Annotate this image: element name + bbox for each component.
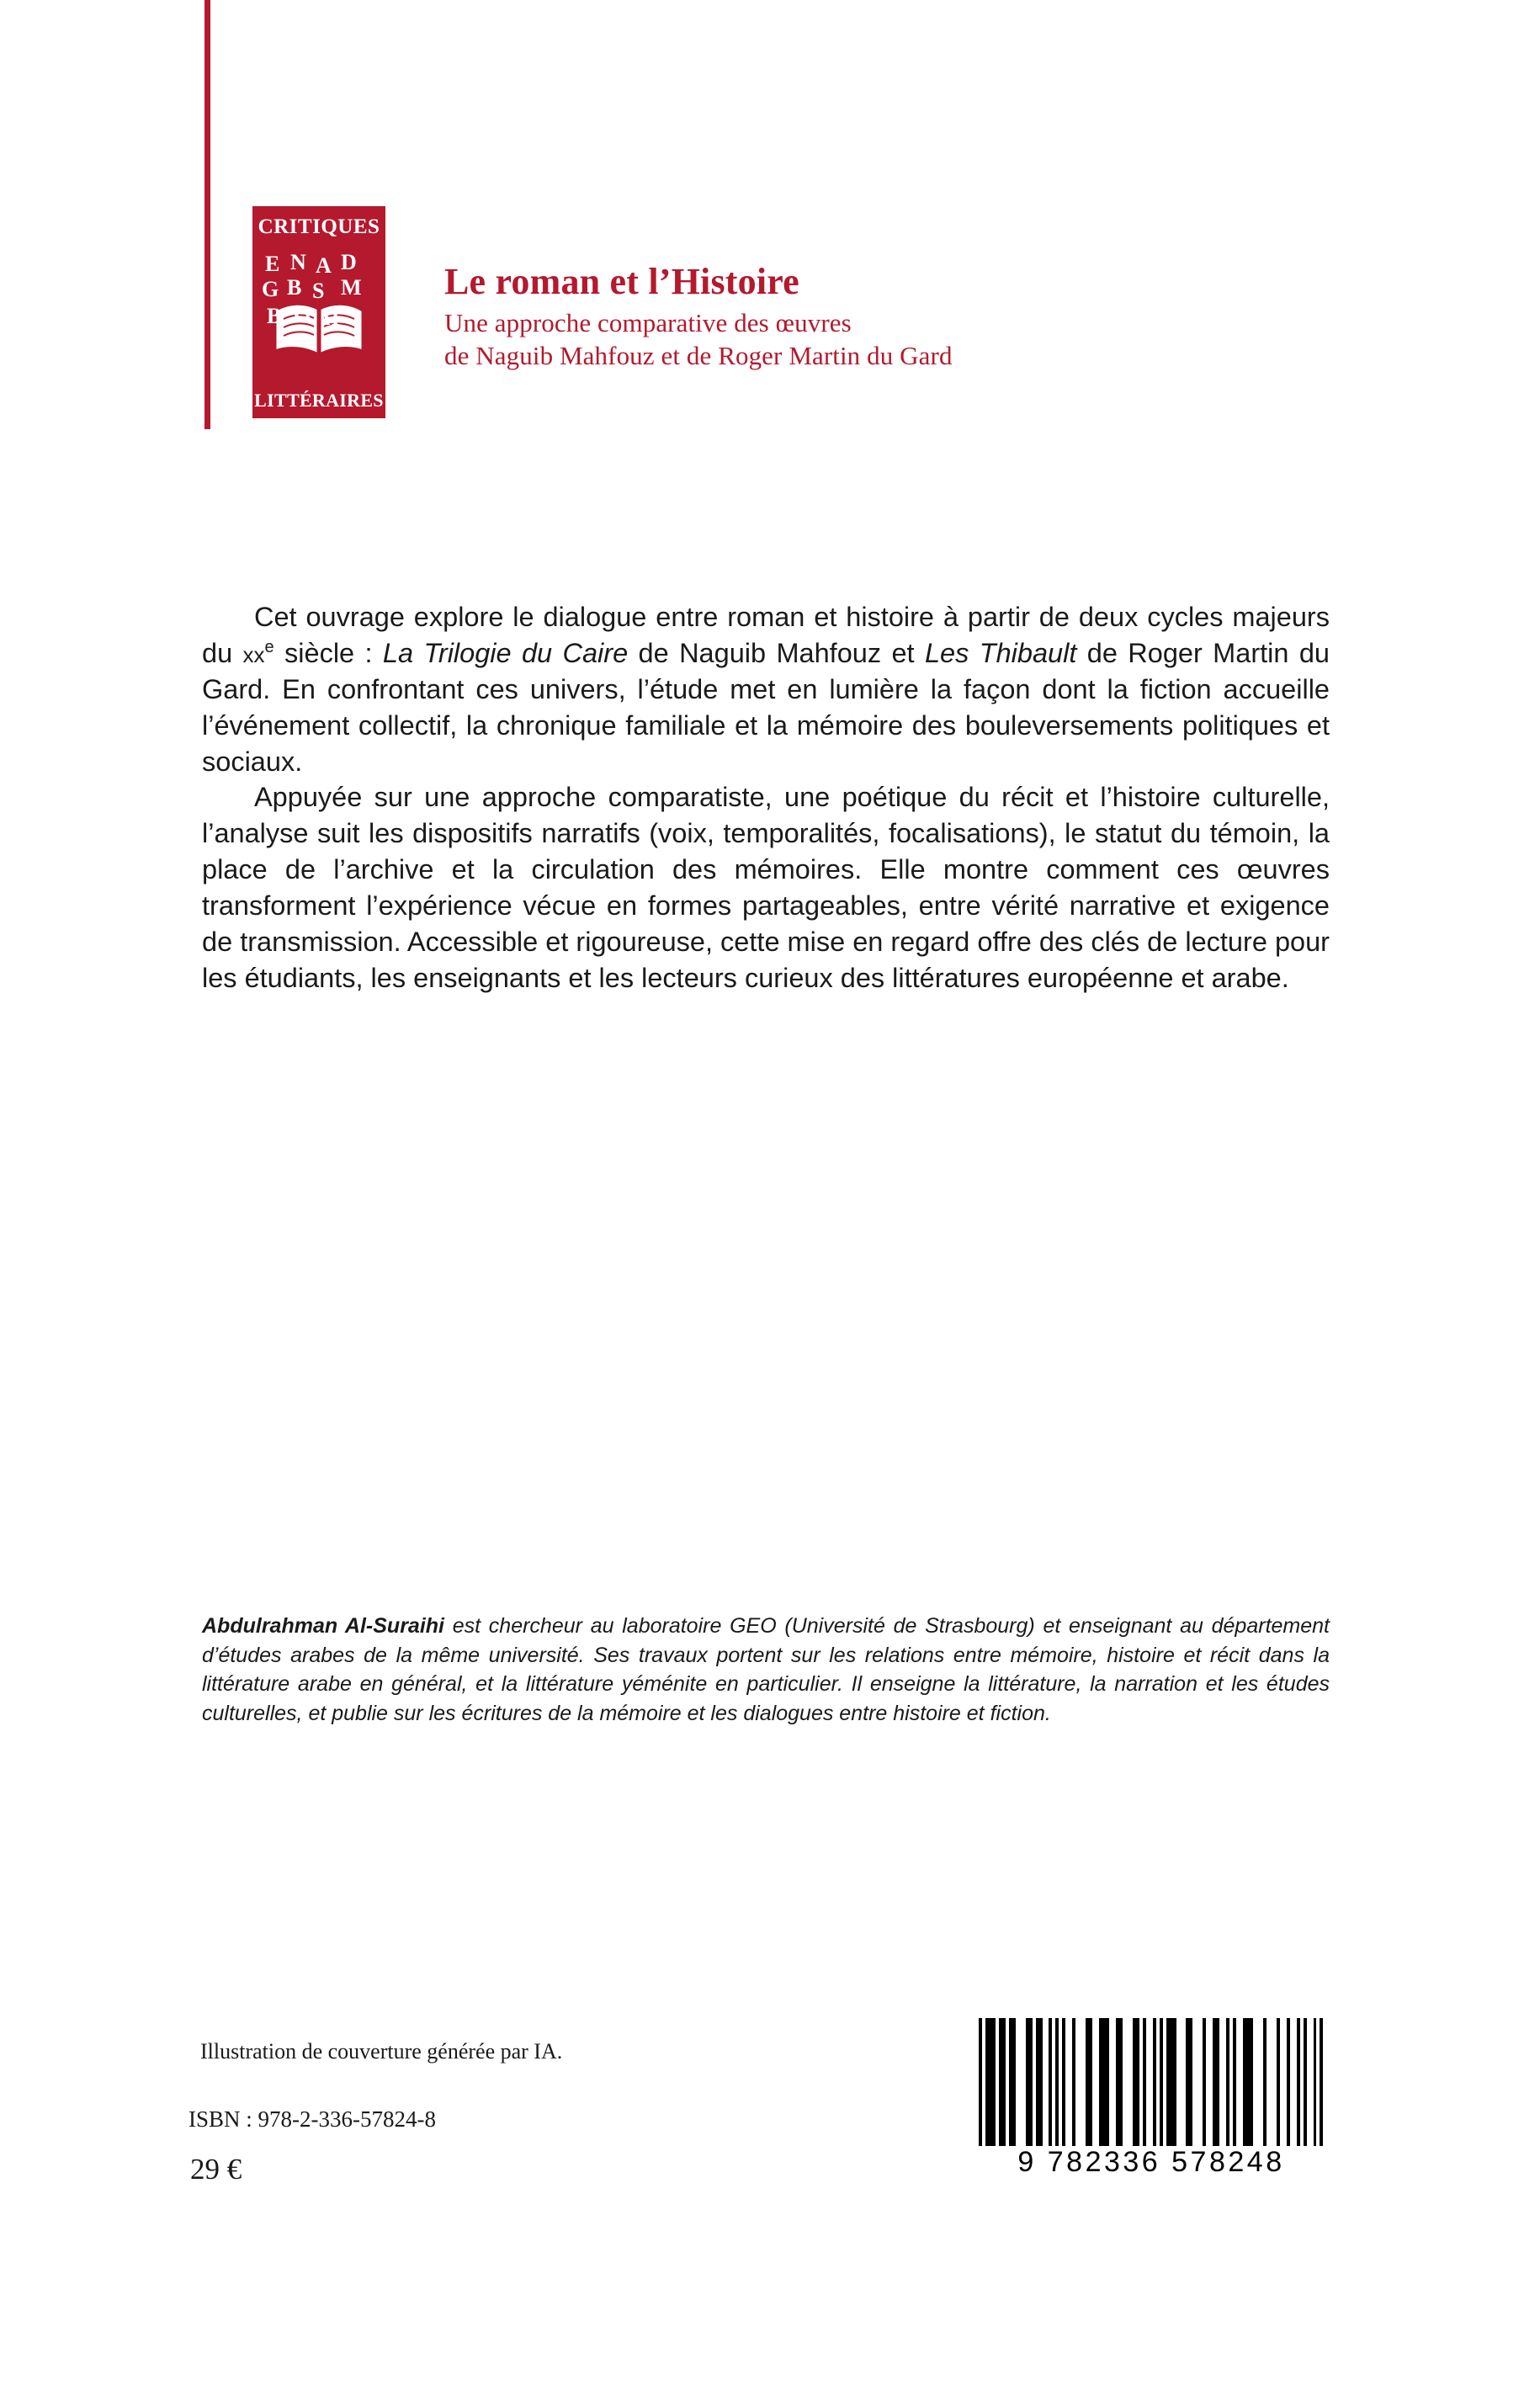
left-red-rule: [204, 0, 210, 429]
isbn-text: ISBN : 978-2-336-57824-8: [189, 2106, 436, 2132]
logo-letter: S: [312, 278, 325, 303]
collection-logo-artwork: [260, 249, 378, 378]
blurb-p1-part2: siècle :: [273, 637, 383, 668]
barcode-digits: 9 782336 578248: [1017, 2146, 1285, 2178]
collection-logo-bottom-label: LITTÉRAIRES: [254, 390, 384, 411]
back-cover-blurb: [202, 599, 1330, 996]
barcode-bars: [979, 2018, 1324, 2146]
logo-letter: A: [316, 252, 332, 278]
author-name: Abdulrahman Al-Suraihi: [202, 1614, 444, 1638]
blurb-p1-part4: de Roger Martin du Gard. En confrontant ces univers, l’étude met en lumière la façon dont la fiction accueille l’événement collectif, la chronique familiale et la mémoire des bouleversements politiques et sociaux.: [202, 637, 1330, 777]
logo-letter: B: [287, 274, 302, 300]
logo-letter: B: [267, 303, 282, 328]
blurb-work-title-2: Les Thibault: [924, 637, 1077, 668]
author-bio: [202, 1612, 1330, 1728]
blurb-p1-part3: de Naguib Mahfouz et: [628, 637, 925, 668]
cover-illustration-credit: Illustration de couverture générée par IA.: [200, 2039, 563, 2064]
book-subtitle-line1: Une approche comparative des œuvres: [444, 308, 852, 338]
logo-letter: G: [262, 276, 279, 301]
blurb-paragraph-1: [202, 599, 1330, 779]
logo-letter: N: [290, 249, 306, 274]
blurb-work-title-1: La Trilogie du Caire: [382, 637, 629, 668]
author-bio-text: est chercheur au laboratoire GEO (Université de Strasbourg) et enseignant au département d’études arabes de la même université. Ses travaux portent sur les relations entre mémoire, histoire et récit dans la littérature arabe en général, et la littérature yéménite en particulier. Il enseigne la littérature, la narration et les études culturelles, et publie sur les écritures de la mémoire et les dialogues entre histoire et fiction.: [202, 1614, 1330, 1725]
blurb-p1-part1: Cet ouvrage explore le dialogue entre roman et histoire à partir de deux cycles majeurs du: [202, 602, 1330, 668]
collection-logo-top-label: CRITIQUES: [258, 215, 380, 238]
logo-letter: O: [294, 301, 311, 327]
book-title: Le roman et l’Histoire: [444, 261, 799, 302]
logo-letter: D: [341, 249, 357, 274]
blurb-paragraph-2: Appuyée sur une approche comparatiste, une poétique du récit et l’histoire culturelle, l’analyse suit les dispositifs narratifs (voix, temporalités, focalisations), le statut du témoin, la place de l’archive et la circulation des mémoires. Elle montre comment ces œuvres transforment l’expérience vécue en formes partageables, entre vérité narrative et exigence de transmission. Accessible et rigoureuse, cette mise en regard offre des clés de lecture pour les étudiants, les enseignants et les lecteurs curieux des littératures européenne et arabe.: [202, 782, 1330, 993]
blurb-century-sup: e: [264, 638, 274, 657]
blurb-century-sc: xx: [242, 641, 265, 667]
barcode: [979, 2018, 1324, 2182]
price-text: 29 €: [190, 2153, 242, 2186]
book-subtitle-line2: de Naguib Mahfouz et de Roger Martin du Gard: [444, 341, 953, 371]
logo-letter: E: [265, 251, 280, 276]
logo-letter: M: [341, 274, 362, 300]
collection-logo: [252, 206, 385, 418]
title-block: [444, 261, 1370, 373]
collection-logo-letters: [260, 249, 378, 378]
logo-letter: H: [322, 305, 340, 330]
book-subtitle: [444, 307, 1370, 373]
